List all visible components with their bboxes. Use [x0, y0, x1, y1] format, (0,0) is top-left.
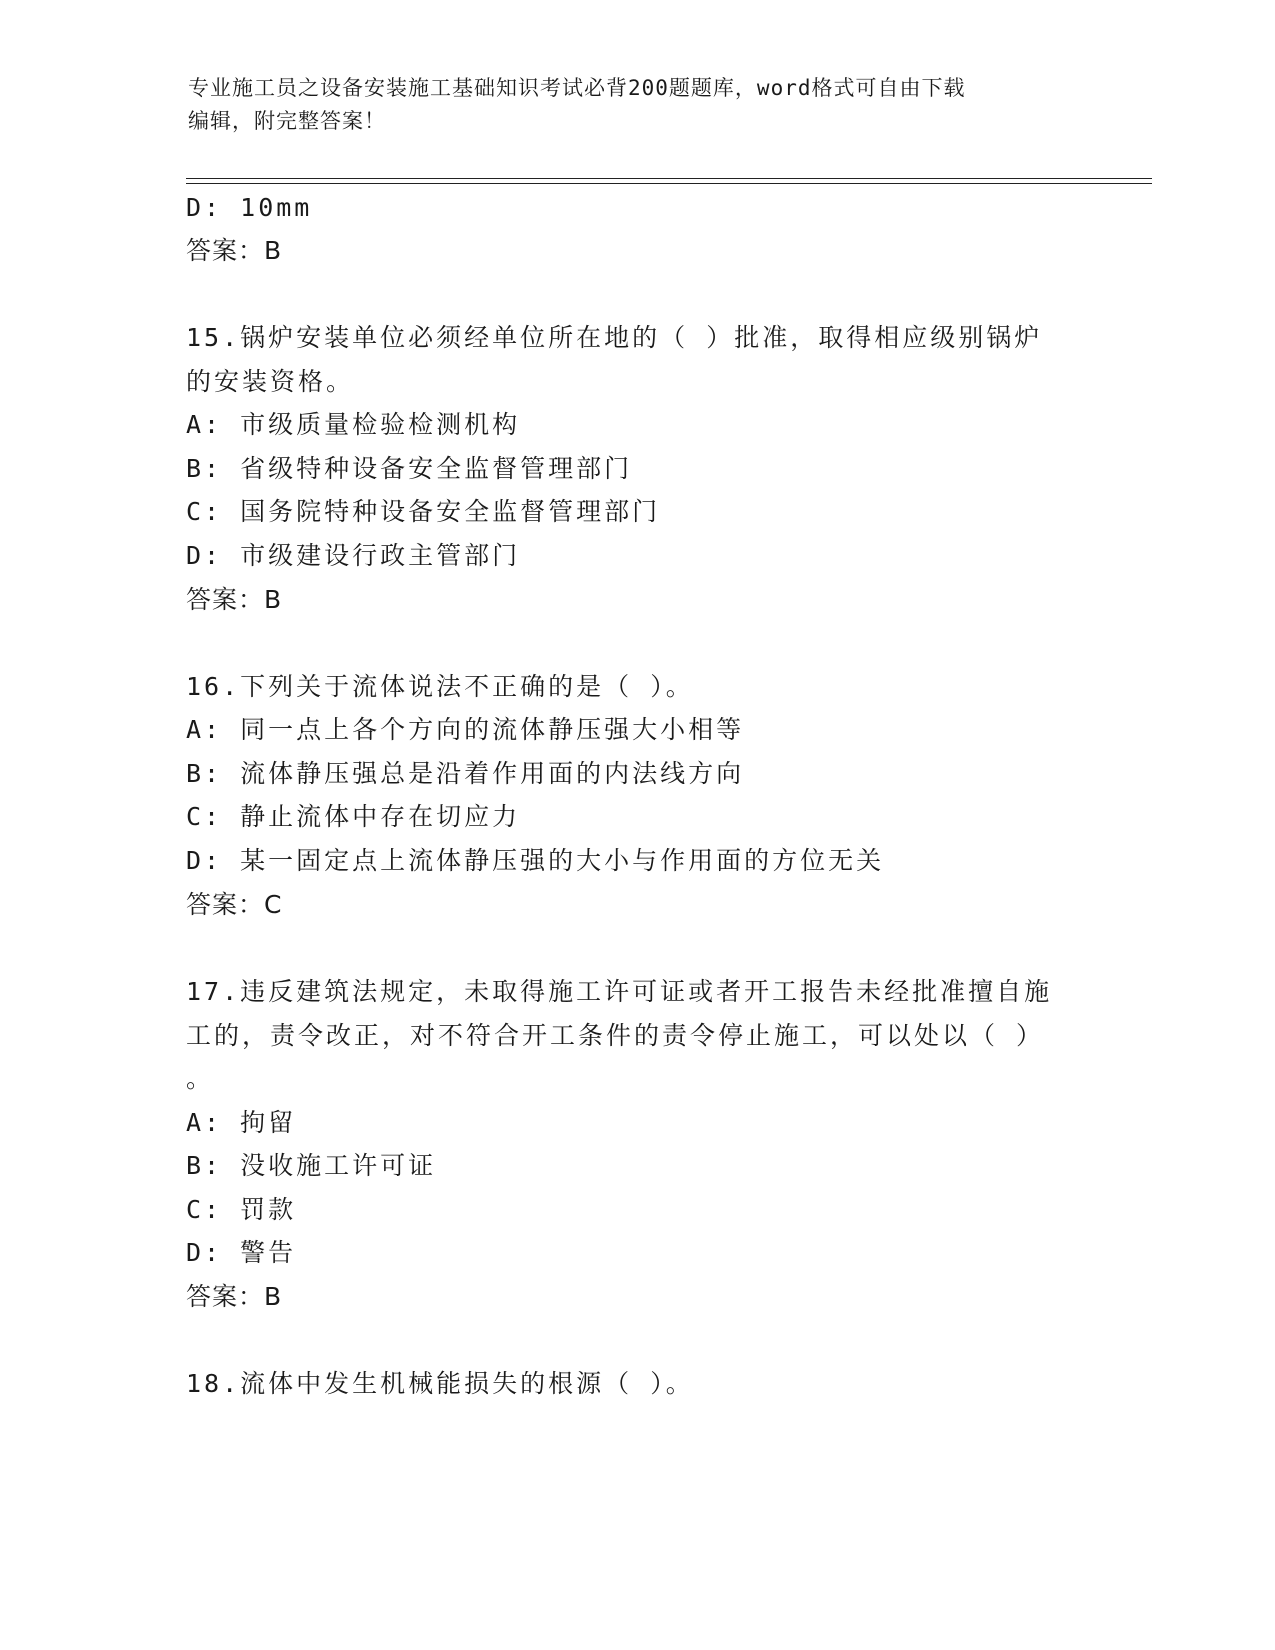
header-title-line-2: 编辑，附完整答案！	[188, 109, 386, 133]
document-header	[188, 72, 1078, 138]
q17-stem-line-1: 17.违反建筑法规定，未取得施工许可证或者开工报告未经批准擅自施	[186, 977, 1053, 1006]
q16-option-b: B: 流体静压强总是沿着作用面的内法线方向	[186, 759, 745, 788]
q15-option-d: D: 市级建设行政主管部门	[186, 541, 521, 570]
q15-answer: 答案：B	[186, 585, 283, 614]
q15-option-a: A: 市级质量检验检测机构	[186, 410, 521, 439]
q17-stem-line-2: 工的，责令改正，对不符合开工条件的责令停止施工，可以处以（ ）	[186, 1021, 1045, 1050]
q17-stem-line-3: 。	[186, 1064, 215, 1093]
header-title-line-1: 专业施工员之设备安装施工基础知识考试必背200题题库，word格式可自由下载	[188, 76, 966, 100]
q17-option-c: C: 罚款	[186, 1195, 297, 1224]
header-divider-bottom	[186, 183, 1152, 184]
prev-option-d: D: 10mm	[186, 193, 313, 222]
q16-option-a: A: 同一点上各个方向的流体静压强大小相等	[186, 715, 745, 744]
q17-answer: 答案：B	[186, 1282, 283, 1311]
q15-stem-line-1: 15.锅炉安装单位必须经单位所在地的（ ）批准，取得相应级别锅炉	[186, 323, 1043, 352]
q17-option-d: D: 警告	[186, 1238, 297, 1267]
q17-option-a: A: 拘留	[186, 1108, 297, 1137]
q16-answer: 答案：C	[186, 890, 283, 919]
q18-stem-line-1: 18.流体中发生机械能损失的根源（ ）。	[186, 1369, 694, 1398]
q15-stem-line-2: 的安装资格。	[186, 367, 355, 396]
q16-stem-line-1: 16.下列关于流体说法不正确的是（ ）。	[186, 672, 694, 701]
prev-answer: 答案：B	[186, 236, 283, 265]
q15-option-c: C: 国务院特种设备安全监督管理部门	[186, 497, 661, 526]
q16-option-c: C: 静止流体中存在切应力	[186, 802, 521, 831]
q15-option-b: B: 省级特种设备安全监督管理部门	[186, 454, 633, 483]
q16-option-d: D: 某一固定点上流体静压强的大小与作用面的方位无关	[186, 846, 885, 875]
q17-option-b: B: 没收施工许可证	[186, 1151, 437, 1180]
header-divider-top	[186, 178, 1152, 179]
